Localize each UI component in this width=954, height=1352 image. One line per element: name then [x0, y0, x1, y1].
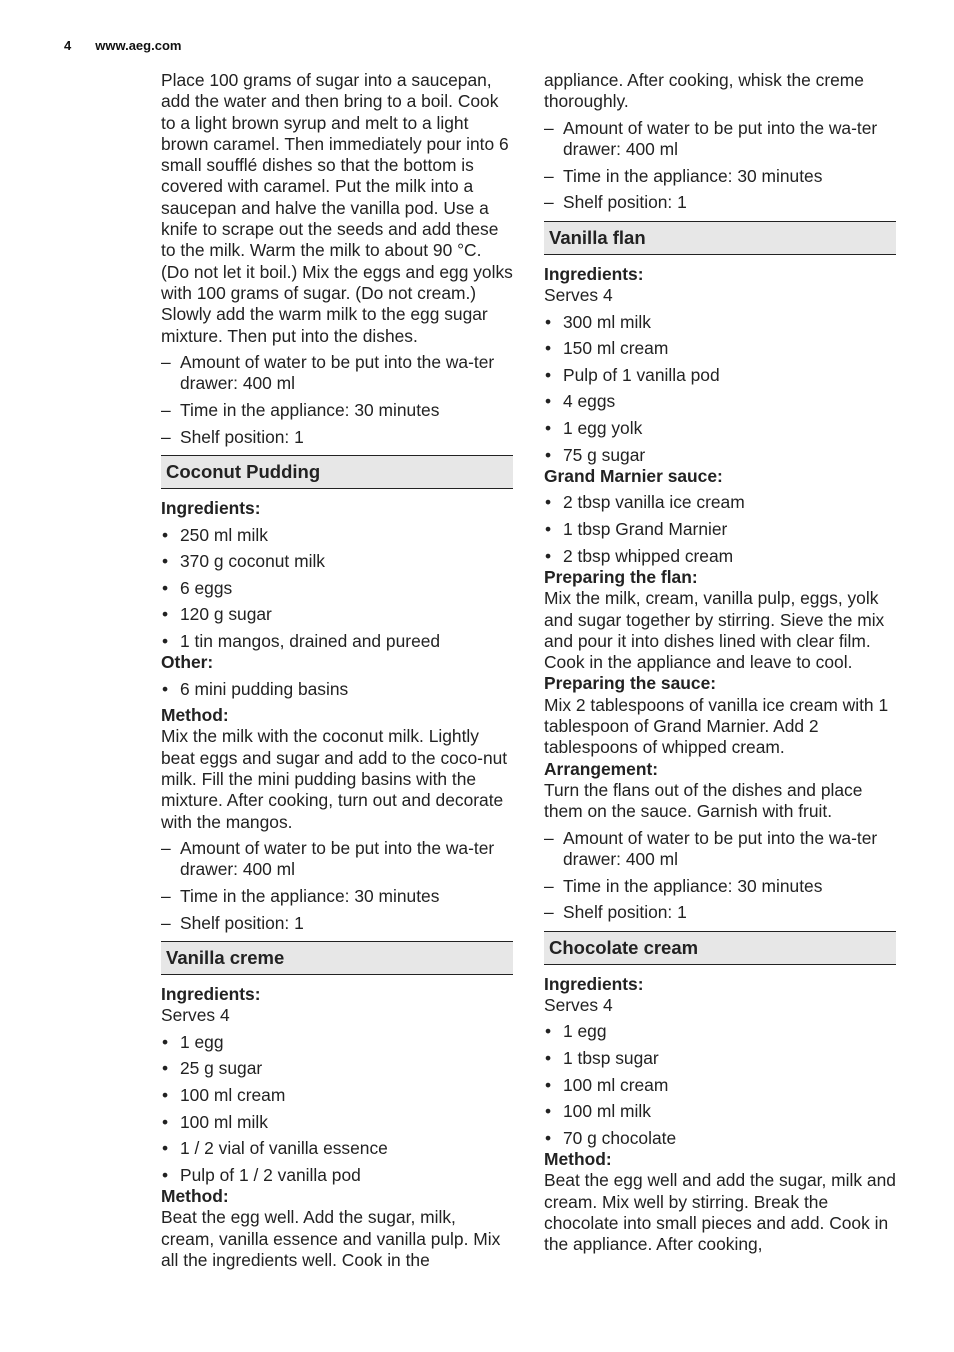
- list-item: • Pulp of 1 vanilla pod: [544, 365, 896, 386]
- list-item: • 6 mini pudding basins: [161, 679, 513, 700]
- method-label: Method:: [544, 1149, 612, 1170]
- list-item: – Shelf position: 1: [161, 913, 513, 934]
- sauce-label: Grand Marnier sauce:: [544, 465, 723, 486]
- list-item: – Amount of water to be put into the wa-ter drawer: 400 ml: [544, 118, 896, 161]
- vanilla-flan-notes: [544, 828, 896, 924]
- section-title-chocolate-cream: Chocolate cream: [544, 931, 896, 965]
- list-item: • 4 eggs: [544, 391, 896, 412]
- page-header: [64, 38, 181, 53]
- list-item: – Amount of water to be put into the wa-ter drawer: 400 ml: [161, 838, 513, 881]
- section-title-coconut-pudding: Coconut Pudding: [161, 455, 513, 489]
- coconut-method: Mix the milk with the coconut milk. Lightly beat eggs and sugar and add to the coco-nut milk. Fill the mini pudding basins with the mixture. After cooking, turn out and decorate with the mangos.: [161, 726, 508, 832]
- list-item: – Shelf position: 1: [161, 427, 513, 448]
- list-item: • 100 ml cream: [161, 1085, 513, 1106]
- list-item: – Amount of water to be put into the wa-ter drawer: 400 ml: [161, 352, 513, 395]
- right-column: [544, 70, 896, 1256]
- vanilla-creme-method: Beat the egg well. Add the sugar, milk, cream, vanilla essence and vanilla pulp. Mix all the ingredients well. Cook in the: [161, 1207, 501, 1270]
- list-item: • 1 tbsp sugar: [544, 1048, 896, 1069]
- intro-text: Place 100 grams of sugar into a saucepan, add the water and then bring to a boil. Cook to a light brown syrup and melt to a light brown caramel. Then immediately pour into 6 small soufflé dishes so that the bottom is covered with caramel. Put the milk into a saucepan and halve the vanilla pod. Use a knife to scrape out the seeds and add these to the milk. Warm the milk to about 90 °C. (Do not let it boil.) Mix the eggs and egg yolks with 100 grams of sugar. (Do not cream.) Slowly add the warm milk to the egg sugar mixture. Then put into the dishes.: [161, 70, 513, 346]
- ingredients-label: Ingredients:: [161, 983, 261, 1004]
- method-label: Method:: [161, 705, 229, 726]
- prep-sauce-text: Mix 2 tablespoons of vanilla ice cream with 1 tablespoon of Grand Marnier. Add 2 tablespoons of whipped cream.: [544, 694, 889, 758]
- list-item: • 370 g coconut milk: [161, 551, 513, 572]
- ingredients-label: Ingredients:: [544, 263, 644, 284]
- list-item: • 1 egg yolk: [544, 418, 896, 439]
- vanilla-flan-ingredients: [544, 312, 896, 466]
- list-item: • 1 tin mangos, drained and pureed: [161, 631, 513, 652]
- list-item: • 70 g chocolate: [544, 1128, 896, 1149]
- list-item: – Amount of water to be put into the wa-ter drawer: 400 ml: [544, 828, 896, 871]
- coconut-notes: [161, 838, 513, 934]
- list-item: • 100 ml milk: [544, 1101, 896, 1122]
- continuation-text: appliance. After cooking, whisk the creme thoroughly.: [544, 70, 864, 112]
- list-item: • 75 g sugar: [544, 445, 896, 466]
- ingredients-label: Ingredients:: [544, 973, 644, 994]
- list-item: • 150 ml cream: [544, 338, 896, 359]
- list-item: • 100 ml milk: [161, 1112, 513, 1133]
- list-item: – Time in the appliance: 30 minutes: [161, 400, 513, 421]
- serves-text: Serves 4: [544, 284, 613, 305]
- prep-sauce-label: Preparing the sauce:: [544, 673, 717, 694]
- list-item: • 6 eggs: [161, 578, 513, 599]
- list-item: • 300 ml milk: [544, 312, 896, 333]
- arrangement-label: Arrangement:: [544, 758, 659, 779]
- serves-text: Serves 4: [161, 1005, 230, 1026]
- list-item: • 1 egg: [544, 1021, 896, 1042]
- site-url: www.aeg.com: [95, 38, 182, 53]
- list-item: – Time in the appliance: 30 minutes: [544, 166, 896, 187]
- list-item: • 1 egg: [161, 1032, 513, 1053]
- coconut-other: [161, 679, 513, 700]
- chocolate-cream-ingredients: [544, 1021, 896, 1149]
- chocolate-cream-method: Beat the egg well and add the sugar, milk and cream. Mix well by stirring. Break the chocolate into small pieces and add. Cook in the appliance. After cooking,: [544, 1170, 896, 1255]
- coconut-ingredients: [161, 525, 513, 653]
- section-title-vanilla-creme: Vanilla creme: [161, 941, 513, 975]
- prep-flan-label: Preparing the flan:: [544, 566, 698, 587]
- list-item: • Pulp of 1 / 2 vanilla pod: [161, 1165, 513, 1186]
- left-column: [161, 70, 513, 1271]
- list-item: • 2 tbsp vanilla ice cream: [544, 492, 896, 513]
- list-item: – Shelf position: 1: [544, 902, 896, 923]
- list-item: – Time in the appliance: 30 minutes: [161, 886, 513, 907]
- list-item: • 1 tbsp Grand Marnier: [544, 519, 896, 540]
- vanilla-creme-ingredients: [161, 1032, 513, 1186]
- other-label: Other:: [161, 652, 214, 673]
- page-number: 4: [64, 38, 72, 53]
- continuation-notes: [544, 118, 896, 214]
- list-item: • 100 ml cream: [544, 1075, 896, 1096]
- sauce-ingredients: [544, 492, 896, 566]
- ingredients-label: Ingredients:: [161, 497, 261, 518]
- serves-text: Serves 4: [544, 994, 613, 1015]
- list-item: • 120 g sugar: [161, 604, 513, 625]
- list-item: • 25 g sugar: [161, 1058, 513, 1079]
- list-item: • 250 ml milk: [161, 525, 513, 546]
- list-item: • 2 tbsp whipped cream: [544, 546, 896, 567]
- method-label: Method:: [161, 1186, 229, 1207]
- section-title-vanilla-flan: Vanilla flan: [544, 221, 896, 255]
- list-item: – Shelf position: 1: [544, 192, 896, 213]
- arrangement-text: Turn the flans out of the dishes and place them on the sauce. Garnish with fruit.: [544, 779, 863, 822]
- list-item: – Time in the appliance: 30 minutes: [544, 876, 896, 897]
- intro-notes: [161, 352, 513, 448]
- prep-flan-text: Mix the milk, cream, vanilla pulp, eggs, yolk and sugar together by stirring. Sieve the mix and pour it into dishes lined with clear film. Cook in the appliance and leave to cool.: [544, 588, 885, 673]
- list-item: • 1 / 2 vial of vanilla essence: [161, 1138, 513, 1159]
